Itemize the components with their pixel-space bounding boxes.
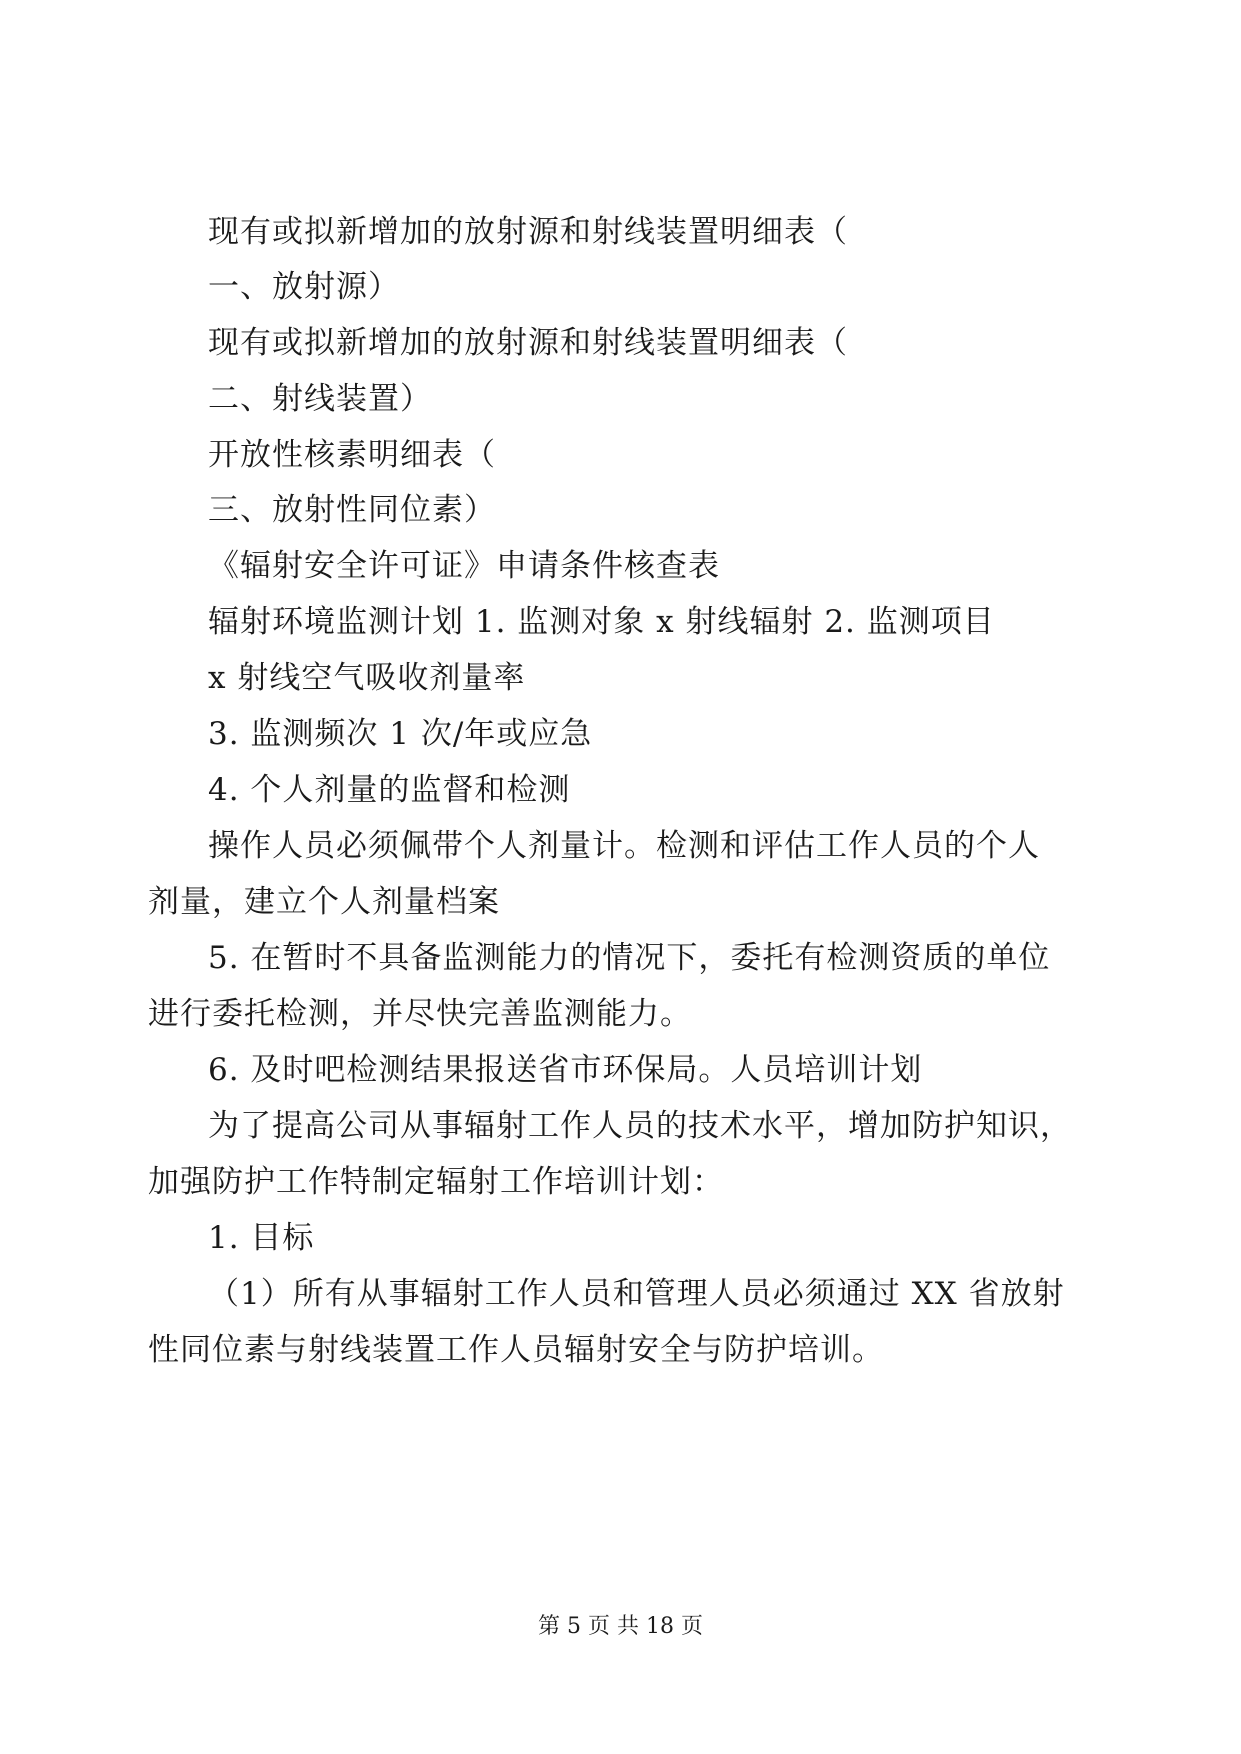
text-line: 一、放射源） (208, 269, 400, 305)
text-line: 现有或拟新增加的放射源和射线装置明细表（ (208, 214, 848, 250)
text-line: 进行委托检测，并尽快完善监测能力。 (148, 996, 692, 1032)
text-line: 现有或拟新增加的放射源和射线装置明细表（ (208, 325, 848, 361)
text-line: 《辐射安全许可证》申请条件核查表 (208, 548, 720, 584)
text-line: 剂量，建立个人剂量档案 (148, 884, 500, 920)
text-line: 4. 个人剂量的监督和检测 (208, 772, 571, 808)
text-line: （1）所有从事辐射工作人员和管理人员必须通过 XX 省放射 (208, 1276, 1065, 1312)
text-line: 操作人员必须佩带个人剂量计。检测和评估工作人员的个人 (208, 828, 1040, 864)
text-line: 6. 及时吧检测结果报送省市环保局。人员培训计划 (208, 1052, 923, 1088)
text-line: 开放性核素明细表（ (208, 437, 496, 473)
text-line: 辐射环境监测计划 1. 监测对象 x 射线辐射 2. 监测项目 (208, 604, 995, 640)
text-line: 性同位素与射线装置工作人员辐射安全与防护培训。 (148, 1332, 884, 1368)
text-line: 3. 监测频次 1 次/年或应急 (208, 716, 593, 752)
text-line: 二、射线装置） (208, 381, 432, 417)
text-line: 5. 在暂时不具备监测能力的情况下，委托有检测资质的单位 (208, 940, 1051, 976)
text-line: 1. 目标 (208, 1220, 315, 1256)
page-footer: 第 5 页 共 18 页 (538, 1614, 703, 1639)
text-line: 为了提高公司从事辐射工作人员的技术水平，增加防护知识， (208, 1108, 1072, 1144)
text-line: 加强防护工作特制定辐射工作培训计划： (148, 1164, 724, 1200)
text-line: 三、放射性同位素） (208, 492, 496, 528)
text-line: x 射线空气吸收剂量率 (208, 660, 526, 696)
